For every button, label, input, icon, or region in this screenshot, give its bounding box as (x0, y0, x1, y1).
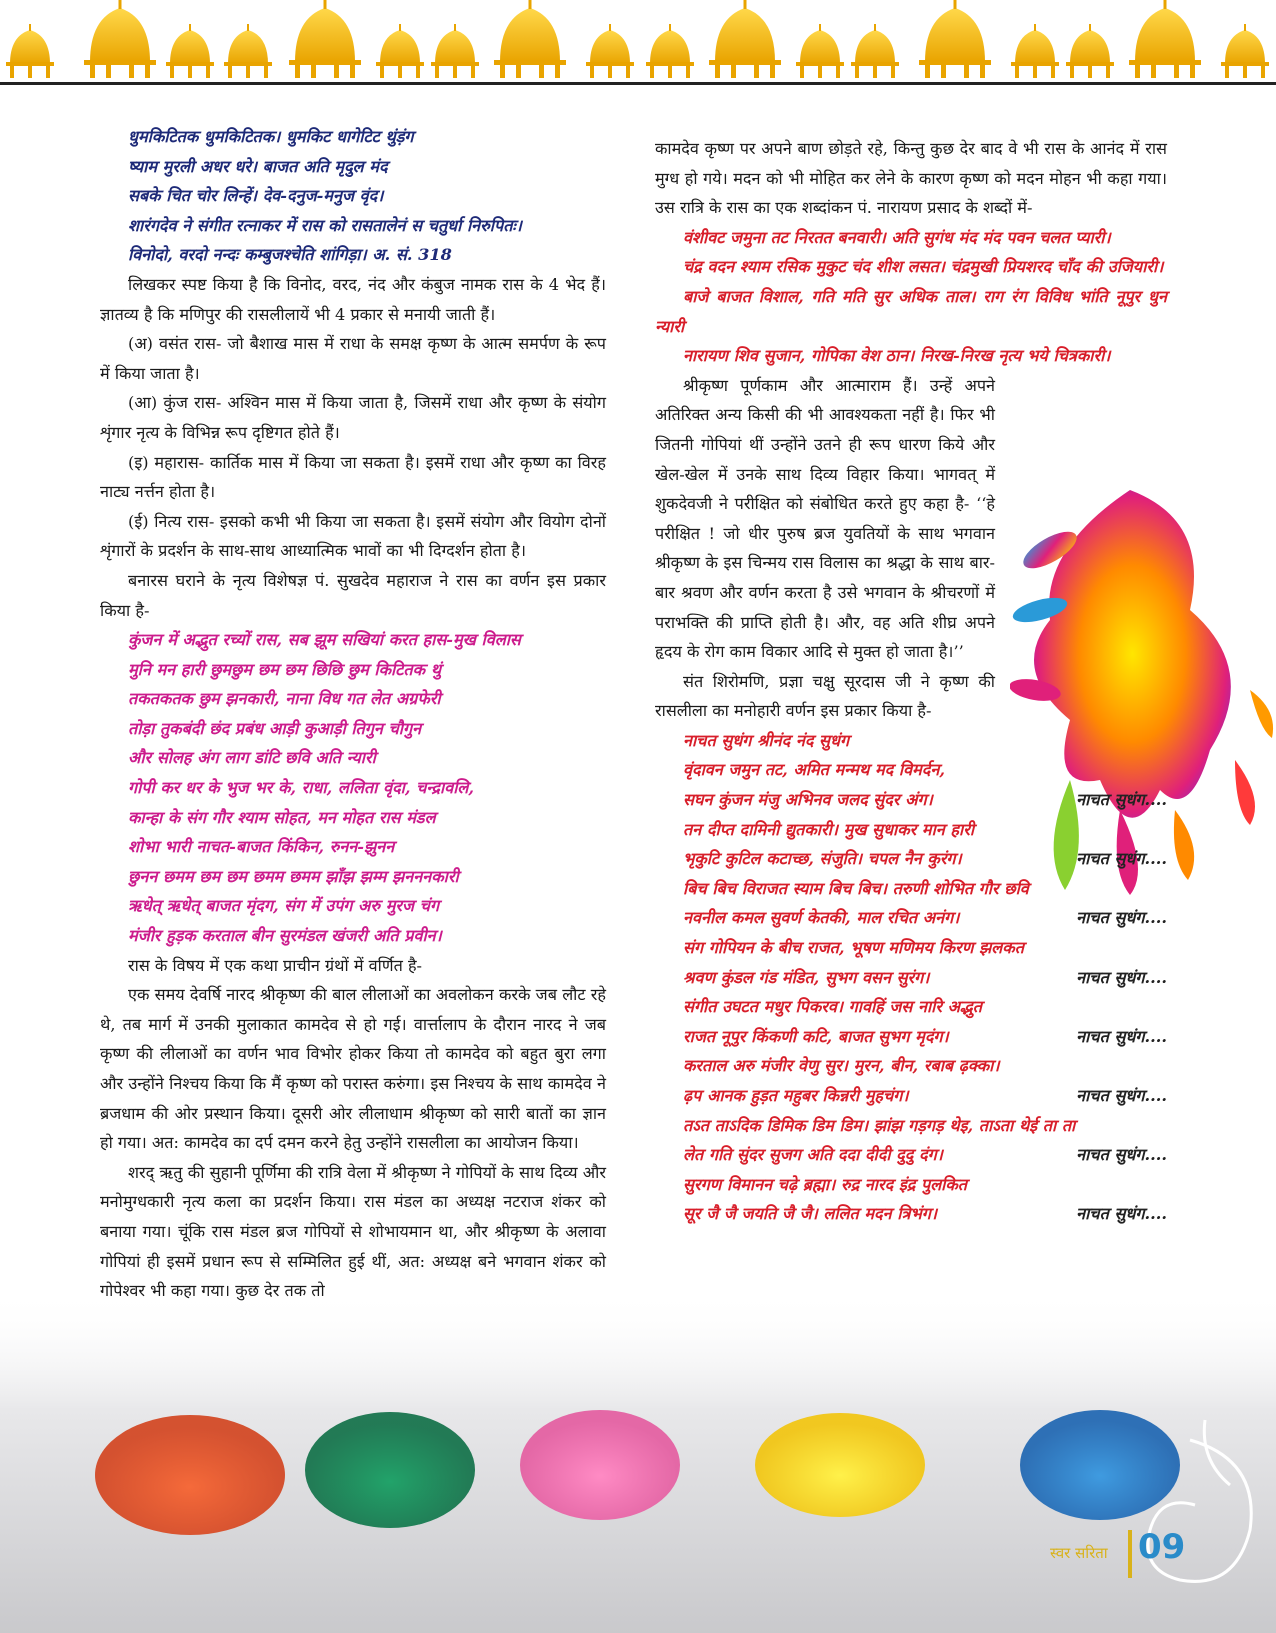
verse-line: धुमकिटितक धुमकिटितक। धुमकिट धागेटिट थुंड़ंग (128, 127, 414, 146)
verse-line (655, 844, 1167, 874)
refrain-text: नाचत सुधंग.... (1076, 790, 1167, 810)
body-paragraph: कामदेव कृष्ण पर अपने बाण छोड़ते रहे, किन्तु कुछ देर बाद वे भी रास के आनंद में रास मुग्ध हो गये। मदन को भी मोहित कर लेने के कारण कृष्ण को मदन मोहन भी कहा गया। उस रात्रि के रास का एक शब्दांकन पं. नारायण प्रसाद के शब्दों में- (655, 139, 1167, 218)
verse-line: और सोलह अंग लाग डांटि छवि अति न्यारी (128, 748, 376, 768)
verse-line (655, 1199, 1167, 1229)
verse-line: वंशीवट जमुना तट निरतत बनवारी। अति सुगंध मंद मंद पवन चलत प्यारी। (683, 227, 1111, 247)
verse-line: सबके चित चोर लिन्हें। देव-दनुज-मनुज वृंद। (128, 186, 384, 206)
verse-line: छुनन छमम छम छम छमम छमम झाँझ झम्म झनननकारी (128, 866, 459, 886)
verse-line: सुरगण विमानन चढ़े ब्रह्मा। रुद्र नारद इंद्र पुलकित (683, 1174, 968, 1194)
verse-line (655, 785, 1167, 815)
verse-line: नाचत सुधंग श्रीनंद नंद सुधंग (683, 730, 850, 750)
refrain-text: नाचत सुधंग.... (1076, 1086, 1167, 1105)
body-paragraph: एक समय देवर्षि नारद श्रीकृष्ण की बाल लीलाओं का अवलोकन करके जब लौट रहे थे, तब मार्ग में उनकी मुलाकात कामदेव से हो गई। वार्त्तालाप के दौरान नारद ने जब कृष्ण की लीलाओं का वर्णन भाव विभोर होकर किया तो कामदेव को बहुत बुरा लगा और उन्होंने निश्चय किया कि मैं कृष्ण को परास्त करुंगा। इस निश्चय के साथ कामदेव ने ब्रजधाम की ओर प्रस्थान किया। दूसरी ओर लीलाधाम श्रीकृष्ण को सारी बातों का ज्ञान हो गया। अत: कामदेव का दर्प दमन करने हेतु उन्होंने रासलीला का आयोजन किया। (100, 985, 606, 1153)
verse-line (655, 1081, 1167, 1111)
body-paragraph: रास के विषय में एक कथा प्राचीन ग्रंथों में वर्णित है- (128, 955, 423, 975)
verse-line: कान्हा के संग गौर श्याम सोहत, मन मोहत रास मंडल (128, 807, 436, 827)
verse-line: तऽत ताऽदिक डिमिक डिम डिम। झांझ गड़गड़ थेइ, ताऽता थेई ता ता (683, 1115, 1076, 1135)
verse-line: तोड़ा तुकबंदी छंद प्रबंध आड़ी कुआड़ी तिगुन चौगुन (128, 718, 422, 738)
refrain-text: नाचत सुधंग.... (1076, 1145, 1167, 1165)
refrain-text: नाचत सुधंग.... (1076, 967, 1167, 987)
verse-text: नवनील कमल सुवर्ण केतकी, माल रचित अनंग। (683, 908, 960, 928)
left-text-column (100, 122, 606, 1306)
refrain-text: नाचत सुधंग.... (1076, 849, 1167, 869)
verse-line (655, 963, 1167, 993)
verse-line: ष्याम मुरली अधर धरे। बाजत अति मृदुल मंद (128, 156, 388, 176)
verse-text: सघन कुंजन मंजु अभिनव जलद सुंदर अंग। (683, 790, 933, 810)
verse-line: शारंगदेव ने संगीत रत्नाकर में रास को रासतालेनं स चतुर्धा निरुपितः। (128, 215, 522, 235)
body-paragraph: (अ) वसंत रास- जो बैशाख मास में राधा के समक्ष कृष्ण के आत्म समर्पण के रूप में किया जाता है। (100, 334, 606, 383)
verse-line: करताल अरु मंजीर वेणु सुर। मुरन, बीन, रबाब ढ़क्का। (683, 1056, 1000, 1076)
verse-line: विनोदो, वरदो नन्दः कम्बुजश्चेति शांगिड़ा। अ. सं. 318 (128, 245, 452, 265)
body-paragraph: (इ) महारास- कार्तिक मास में किया जा सकता है। इसमें राधा और कृष्ण का विरह नाट्य नर्त्तन होता है। (100, 452, 606, 502)
verse-line: नारायण शिव सुजान, गोपिका वेश ठान। निरख-निरख नृत्य भये चित्रकारी। (683, 346, 1111, 366)
verse-line: शोभा भारी नाचत-बाजत किंकिन, रुनन-झुनन (128, 837, 395, 857)
verse-line (655, 1140, 1167, 1170)
right-text-column (655, 134, 1167, 1229)
verse-text: सूर जै जै जयति जै जै। ललित मदन त्रिभंग। (683, 1204, 938, 1224)
verse-line: चंद्र वदन श्याम रसिक मुकुट चंद शीश लसत। चंद्रमुखी प्रियशरद चाँद की उजियारी। (683, 257, 1164, 277)
body-paragraph: संत शिरोमणि, प्रज्ञा चक्षु सूरदास जी ने कृष्ण की रासलीला का मनोहारी वर्णन इस प्रकार किया है- (655, 671, 995, 721)
verse-text: राजत नूपुर किंकणी कटि, बाजत सुभग मृदंग। (683, 1026, 949, 1046)
verse-text: ढ़प आनक हुड़त महुबर किन्नरी मुहचंग। (683, 1086, 909, 1105)
verse-line: बिच बिच विराजत स्याम बिच बिच। तरुणी शोभित गौर छवि (683, 878, 1029, 898)
verse-line: वृंदावन जमुन तट, अमित मन्मथ मद विमर्दन, (683, 760, 945, 780)
body-paragraph: श्रीकृष्ण पूर्णकाम और आत्माराम हैं। उन्हें अपने अतिरिक्त अन्य किसी की भी आवश्यकता नहीं है। फिर भी जितनी गोपियां थीं उन्होंने उतने ही रूप धारण किये और खेल-खेल में उनके साथ दिव्य विहार किया। भागवत् में शुकदेवजी ने परीक्षित को संबोधित करते हुए कहा है- ‘‘हे परीक्षित ! जो धीर पुरुष ब्रज युवतियों के साथ भगवान श्रीकृष्ण के इस चिन्मय रास विलास का श्रद्धा के साथ बार-बार श्रवण और वर्णन करता है उसे भगवान के श्रीचरणों में पराभक्ति की प्राप्ति होती है। और, वह अति शीघ्र अपने हृदय के रोग काम विकार आदि से मुक्त हो जाता है।’’ (655, 375, 995, 662)
body-paragraph: बनारस घराने के नृत्य विशेषज्ञ पं. सुखदेव महाराज ने रास का वर्णन इस प्रकार किया है- (100, 570, 606, 620)
body-paragraph: (ई) नित्य रास- इसको कभी भी किया जा सकता है। इसमें संयोग और वियोग दोनों शृंगारों के प्रदर्शन के साथ-साथ आध्यात्मिक भावों का भी दिग्दर्शन होता है। (100, 511, 606, 561)
refrain-text: नाचत सुधंग.... (1076, 908, 1167, 928)
dome-border-decoration (0, 0, 1276, 90)
verse-line: संगीत उघटत मधुर पिकरव। गावहिं जस नारि अद्भुत (683, 997, 982, 1017)
page-number: 09 (1138, 1527, 1186, 1567)
verse-text: भृकुटि कुटिल कटाच्छ, संजुति। चपल नैन कुरंग। (683, 849, 962, 869)
verse-line: गोपी कर धर के भुज भर के, राधा, ललिता वृंदा, चन्द्रावलि, (128, 778, 475, 798)
holi-colour-powder-illustration (0, 1290, 1276, 1633)
footer-divider (1128, 1530, 1132, 1578)
verse-text: लेत गति सुंदर सुजग अति ददा दीदी दुदु दंग। (683, 1145, 943, 1165)
refrain-text: नाचत सुधंग.... (1076, 1204, 1167, 1224)
body-paragraph: लिखकर स्पष्ट किया है कि विनोद, वरद, नंद और कंबुज नामक रास के 4 भेद हैं। ज्ञातव्य है कि मणिपुर की रासलीलायें भी 4 प्रकार से मनायी जाती हैं। (100, 274, 606, 324)
body-paragraph: शरद् ऋतु की सुहानी पूर्णिमा की रात्रि वेला में श्रीकृष्ण ने गोपियों के साथ दिव्य और मनोमुग्धकारी नृत्य कला का प्रदर्शन किया। रास मंडल का अध्यक्ष नटराज शंकर को बनाया गया। चूंकि रास मंडल ब्रज गोपियों से शोभायमान था, और श्रीकृष्ण के अलावा गोपियां ही इसमें प्रधान रूप से सम्मिलित हुई थीं, अत: अध्यक्ष बने भगवान शंकर को गोपेश्वर भी कहा गया। कुछ देर तक तो (100, 1162, 606, 1301)
verse-line: तन दीप्त दामिनी द्युतकारी। मुख सुधाकर मान हारी (683, 819, 975, 839)
verse-line: ऋधेत् ऋधेत् बाजत मृंदग, संग में उपंग अरु मुरज चंग (128, 896, 440, 916)
verse-line: मुनि मन हारी छुमछुम छम छम छिछि छुम किटितक थुं (128, 659, 442, 679)
body-paragraph: (आ) कुंज रास- अश्विन मास में किया जाता है, जिसमें राधा और कृष्ण के संयोग शृंगार नृत्य के विभिन्न रूप दृष्टिगत होते हैं। (100, 393, 606, 442)
verse-line (655, 1022, 1167, 1052)
verse-text: श्रवण कुंडल गंड मंडित, सुभग वसन सुरंग। (683, 967, 930, 987)
verse-line: कुंजन में अद्भुत रच्यों रास, सब झूम सखियां करत हास-मुख विलास (128, 630, 521, 650)
magazine-name: स्वर सरिता (1050, 1544, 1108, 1562)
verse-line: मंजीर हुड़क करताल बीन सुरमंडल खंजरी अति प्रवीन। (128, 926, 442, 946)
verse-line: संग गोपियन के बीच राजत, भूषण मणिमय किरण झलकत (683, 938, 1024, 958)
refrain-text: नाचत सुधंग.... (1076, 1026, 1167, 1046)
verse-line: बाजे बाजत विशाल, गति मति सुर अधिक ताल। राग रंग विविध भांति नूपुर धुन न्यारी (655, 286, 1167, 336)
verse-line (655, 903, 1167, 933)
verse-line: तकतकतक छुम झनकारी, नाना विध गत लेत अग्रफेरी (128, 689, 441, 709)
